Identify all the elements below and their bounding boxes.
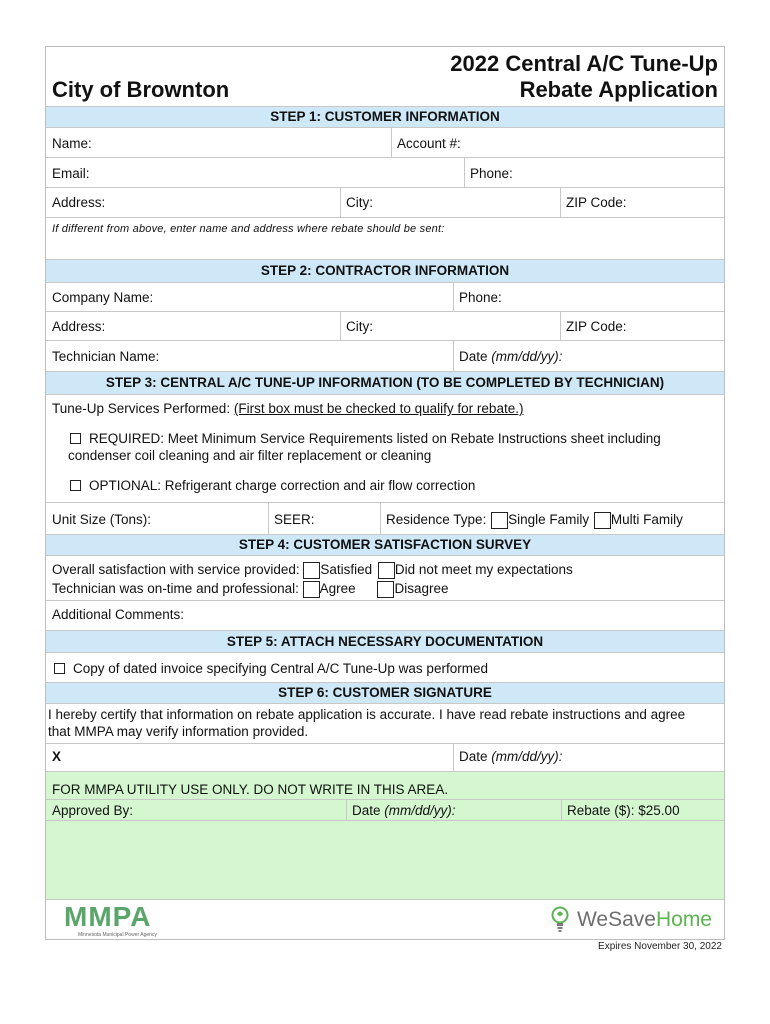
multi-family-checkbox[interactable]	[594, 512, 611, 529]
certify-line2: that MMPA may verify information provided.	[48, 724, 309, 739]
certify-line1: I hereby certify that information on rebate application is accurate. I have read rebate instructions and agree	[48, 707, 686, 722]
contractor-city-label: City:	[346, 319, 373, 334]
rebate-amount: Rebate ($): $25.00	[567, 803, 680, 818]
single-family-checkbox[interactable]	[491, 512, 508, 529]
customer-zip-label: ZIP Code:	[566, 195, 627, 210]
mmpa-logo-text: MMPA	[64, 901, 152, 932]
contractor-phone-label: Phone:	[459, 290, 502, 305]
services-label: Tune-Up Services Performed: (First box must be checked to qualify for rebate.)	[52, 401, 524, 416]
step2-heading: STEP 2: CONTRACTOR INFORMATION	[46, 259, 724, 283]
invoice-checkbox[interactable]	[54, 663, 65, 674]
satisfied-checkbox[interactable]	[303, 562, 320, 579]
step5-heading: STEP 5: ATTACH NECESSARY DOCUMENTATION	[46, 630, 724, 653]
optional-option: OPTIONAL: Refrigerant charge correction and air flow correction	[70, 478, 475, 493]
unit-info-row	[46, 503, 724, 534]
required-option: REQUIRED: Meet Minimum Service Requirements listed on Rebate Instructions sheet including	[70, 431, 661, 446]
contractor-address-row	[46, 312, 724, 341]
survey-q2: Technician was on-time and professional: Agree Disagree	[52, 581, 449, 597]
survey-q1: Overall satisfaction with service provided: Satisfied Did not meet my expectations	[52, 562, 573, 578]
customer-phone-label: Phone:	[470, 166, 513, 181]
disagree-checkbox[interactable]	[377, 581, 394, 598]
account-label: Account #:	[397, 136, 461, 151]
customer-email-label: Email:	[52, 166, 90, 181]
residence-type-label: Residence Type: Single Family Multi Family	[386, 512, 683, 528]
invoice-option: Copy of dated invoice specifying Central A/C Tune-Up was performed	[54, 661, 488, 676]
required-checkbox[interactable]	[70, 433, 81, 444]
city-name: City of Brownton	[52, 77, 230, 102]
utility-approval-row	[46, 799, 724, 821]
technician-row	[46, 341, 724, 371]
form-title-line1: 2022 Central A/C Tune-Up	[450, 51, 718, 76]
contractor-company-row	[46, 283, 724, 312]
contractor-zip-label: ZIP Code:	[566, 319, 627, 334]
company-name-label: Company Name:	[52, 290, 154, 305]
comments-row	[46, 601, 724, 630]
customer-address-label: Address:	[52, 195, 106, 210]
alt-address-row	[46, 218, 724, 259]
technician-name-label: Technician Name:	[52, 349, 160, 364]
certify-block	[46, 704, 724, 744]
optional-checkbox[interactable]	[70, 480, 81, 491]
comments-label: Additional Comments:	[52, 607, 185, 622]
not-met-checkbox[interactable]	[378, 562, 395, 579]
customer-name-label: Name:	[52, 136, 92, 151]
step4-heading: STEP 4: CUSTOMER SATISFACTION SURVEY	[46, 534, 724, 556]
customer-city-label: City:	[346, 195, 373, 210]
signature-x: X	[52, 749, 62, 764]
signature-row	[46, 744, 724, 771]
signature-date-label: Date (mm/dd/yy):	[459, 749, 563, 764]
utility-date-label: Date (mm/dd/yy):	[352, 803, 456, 818]
required-option-line2: condenser coil cleaning and air filter replacement or cleaning	[68, 448, 432, 463]
seer-label: SEER:	[274, 512, 315, 527]
wesave-text: WeSave	[576, 908, 656, 931]
customer-address-row	[46, 188, 724, 218]
utility-notice: FOR MMPA UTILITY USE ONLY. DO NOT WRITE IN THIS AREA.	[52, 782, 449, 797]
documentation-row	[46, 653, 724, 682]
mmpa-logo-subtitle: Minnesota Municipal Power Agency	[78, 932, 157, 938]
unit-size-label: Unit Size (Tons):	[52, 512, 152, 527]
step6-heading: STEP 6: CUSTOMER SIGNATURE	[46, 682, 724, 704]
form-title-line2: Rebate Application	[519, 77, 718, 102]
technician-date-label: Date (mm/dd/yy):	[459, 349, 563, 364]
mmpa-logo	[64, 903, 194, 939]
tune-up-services-block	[46, 395, 724, 503]
step3-heading: STEP 3: CENTRAL A/C TUNE-UP INFORMATION (TO BE COMPLETED BY TECHNICIAN)	[46, 371, 724, 395]
rebate-form	[45, 46, 725, 940]
utility-use-area	[46, 771, 724, 900]
alt-address-note: If different from above, enter name and address where rebate should be sent:	[52, 223, 445, 235]
lightbulb-icon	[551, 906, 569, 934]
customer-email-row	[46, 158, 724, 188]
expiration-note: Expires November 30, 2022	[598, 941, 722, 952]
agree-checkbox[interactable]	[303, 581, 320, 598]
survey-block	[46, 556, 724, 601]
contractor-address-label: Address:	[52, 319, 106, 334]
approved-by-label: Approved By:	[52, 803, 134, 818]
home-text: Home	[655, 908, 712, 931]
customer-name-row	[46, 128, 724, 158]
wesavehome-logo	[551, 904, 712, 936]
step1-heading: STEP 1: CUSTOMER INFORMATION	[46, 106, 724, 128]
